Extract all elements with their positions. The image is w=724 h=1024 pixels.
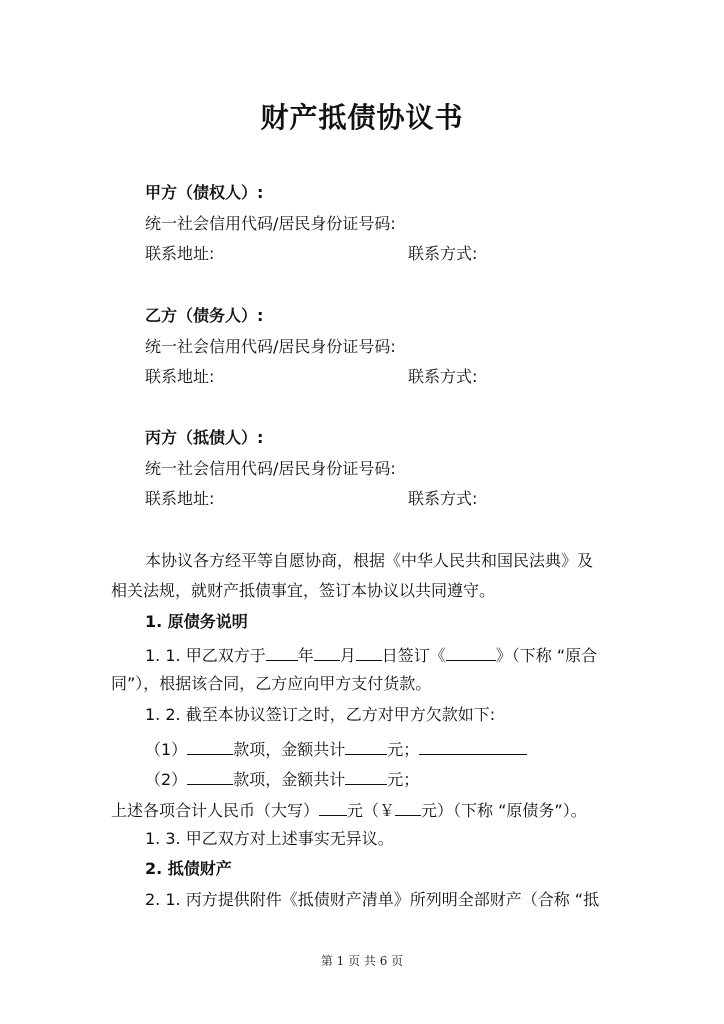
party-b-heading: 乙方（债务人）: <box>145 306 264 325</box>
party-b-address-label: 联系地址: <box>145 367 215 386</box>
debt-item-1-name-blank[interactable] <box>187 737 233 755</box>
party-c-credit-code-label: 统一社会信用代码/居民身份证号码: <box>145 459 396 478</box>
debt-item-2-name-blank[interactable] <box>187 767 233 785</box>
month-blank[interactable] <box>314 643 340 661</box>
contract-name-blank[interactable] <box>446 643 496 661</box>
clause-1-1-text-c: 月 <box>339 646 356 665</box>
clause-1-1-line-2: 同”），根据该合同，乙方应向甲方支付货款。 <box>111 674 432 693</box>
total-uppercase-blank[interactable] <box>319 798 347 816</box>
clause-1-1-text-e: 》（下称 “原合 <box>495 646 598 665</box>
intro-line-1: 本协议各方经平等自愿协商，根据《中华人民共和国民法典》及 <box>145 551 594 570</box>
party-b-contact-label: 联系方式: <box>408 367 478 386</box>
total-text-c: 元）（下称 “原债务”）。 <box>421 801 587 820</box>
clause-2-1: 2. 1. 丙方提供附件《抵债财产清单》所列明全部财产（合称 “抵 <box>145 890 600 909</box>
party-a-address-label: 联系地址: <box>145 244 215 263</box>
debt-item-1-unit: 元； <box>387 740 420 759</box>
total-text-b: 元（￥ <box>347 801 396 820</box>
party-c-contact-label: 联系方式: <box>408 489 478 508</box>
debt-item-2-amount-blank[interactable] <box>345 767 387 785</box>
debt-item-2 <box>145 767 419 790</box>
clause-1-1-text-d: 日签订《 <box>381 646 446 665</box>
party-a-contact-label: 联系方式: <box>408 244 478 263</box>
debt-item-2-text: 款项，金额共计 <box>233 770 346 789</box>
debt-item-1-trailing-blank[interactable] <box>419 737 527 755</box>
section-1-heading: 1. 原债务说明 <box>145 612 248 631</box>
page-footer: 第 1 页 共 6 页 <box>320 954 404 968</box>
clause-1-2: 1. 2. 截至本协议签订之时，乙方对甲方欠款如下: <box>145 705 496 724</box>
total-number-blank[interactable] <box>395 798 421 816</box>
party-b-credit-code-label: 统一社会信用代码/居民身份证号码: <box>145 337 396 356</box>
clause-1-3: 1. 3. 甲乙双方对上述事实无异议。 <box>145 829 394 848</box>
party-a-heading: 甲方（债权人）: <box>145 183 264 202</box>
clause-1-1-text-b: 年 <box>297 646 314 665</box>
debt-item-1 <box>145 737 527 760</box>
clause-1-1-line-1 <box>145 643 597 666</box>
debt-item-2-unit: 元； <box>387 770 420 789</box>
party-c-heading: 丙方（抵债人）: <box>145 428 264 447</box>
document-title: 财产抵债协议书 <box>260 101 464 134</box>
debt-item-1-number: （1） <box>145 740 188 759</box>
day-blank[interactable] <box>356 643 382 661</box>
debt-item-1-amount-blank[interactable] <box>345 737 387 755</box>
clause-1-1-text-a: 1. 1. 甲乙双方于 <box>145 646 266 665</box>
debt-item-2-number: （2） <box>145 770 188 789</box>
party-a-credit-code-label: 统一社会信用代码/居民身份证号码: <box>145 214 396 233</box>
total-text-a: 上述各项合计人民币（大写） <box>111 801 320 820</box>
intro-line-2: 相关法规，就财产抵债事宜，签订本协议以共同遵守。 <box>111 581 496 600</box>
debt-item-1-text: 款项，金额共计 <box>233 740 346 759</box>
total-line <box>111 798 587 821</box>
year-blank[interactable] <box>266 643 298 661</box>
section-2-heading: 2. 抵债财产 <box>145 859 232 878</box>
party-c-address-label: 联系地址: <box>145 489 215 508</box>
